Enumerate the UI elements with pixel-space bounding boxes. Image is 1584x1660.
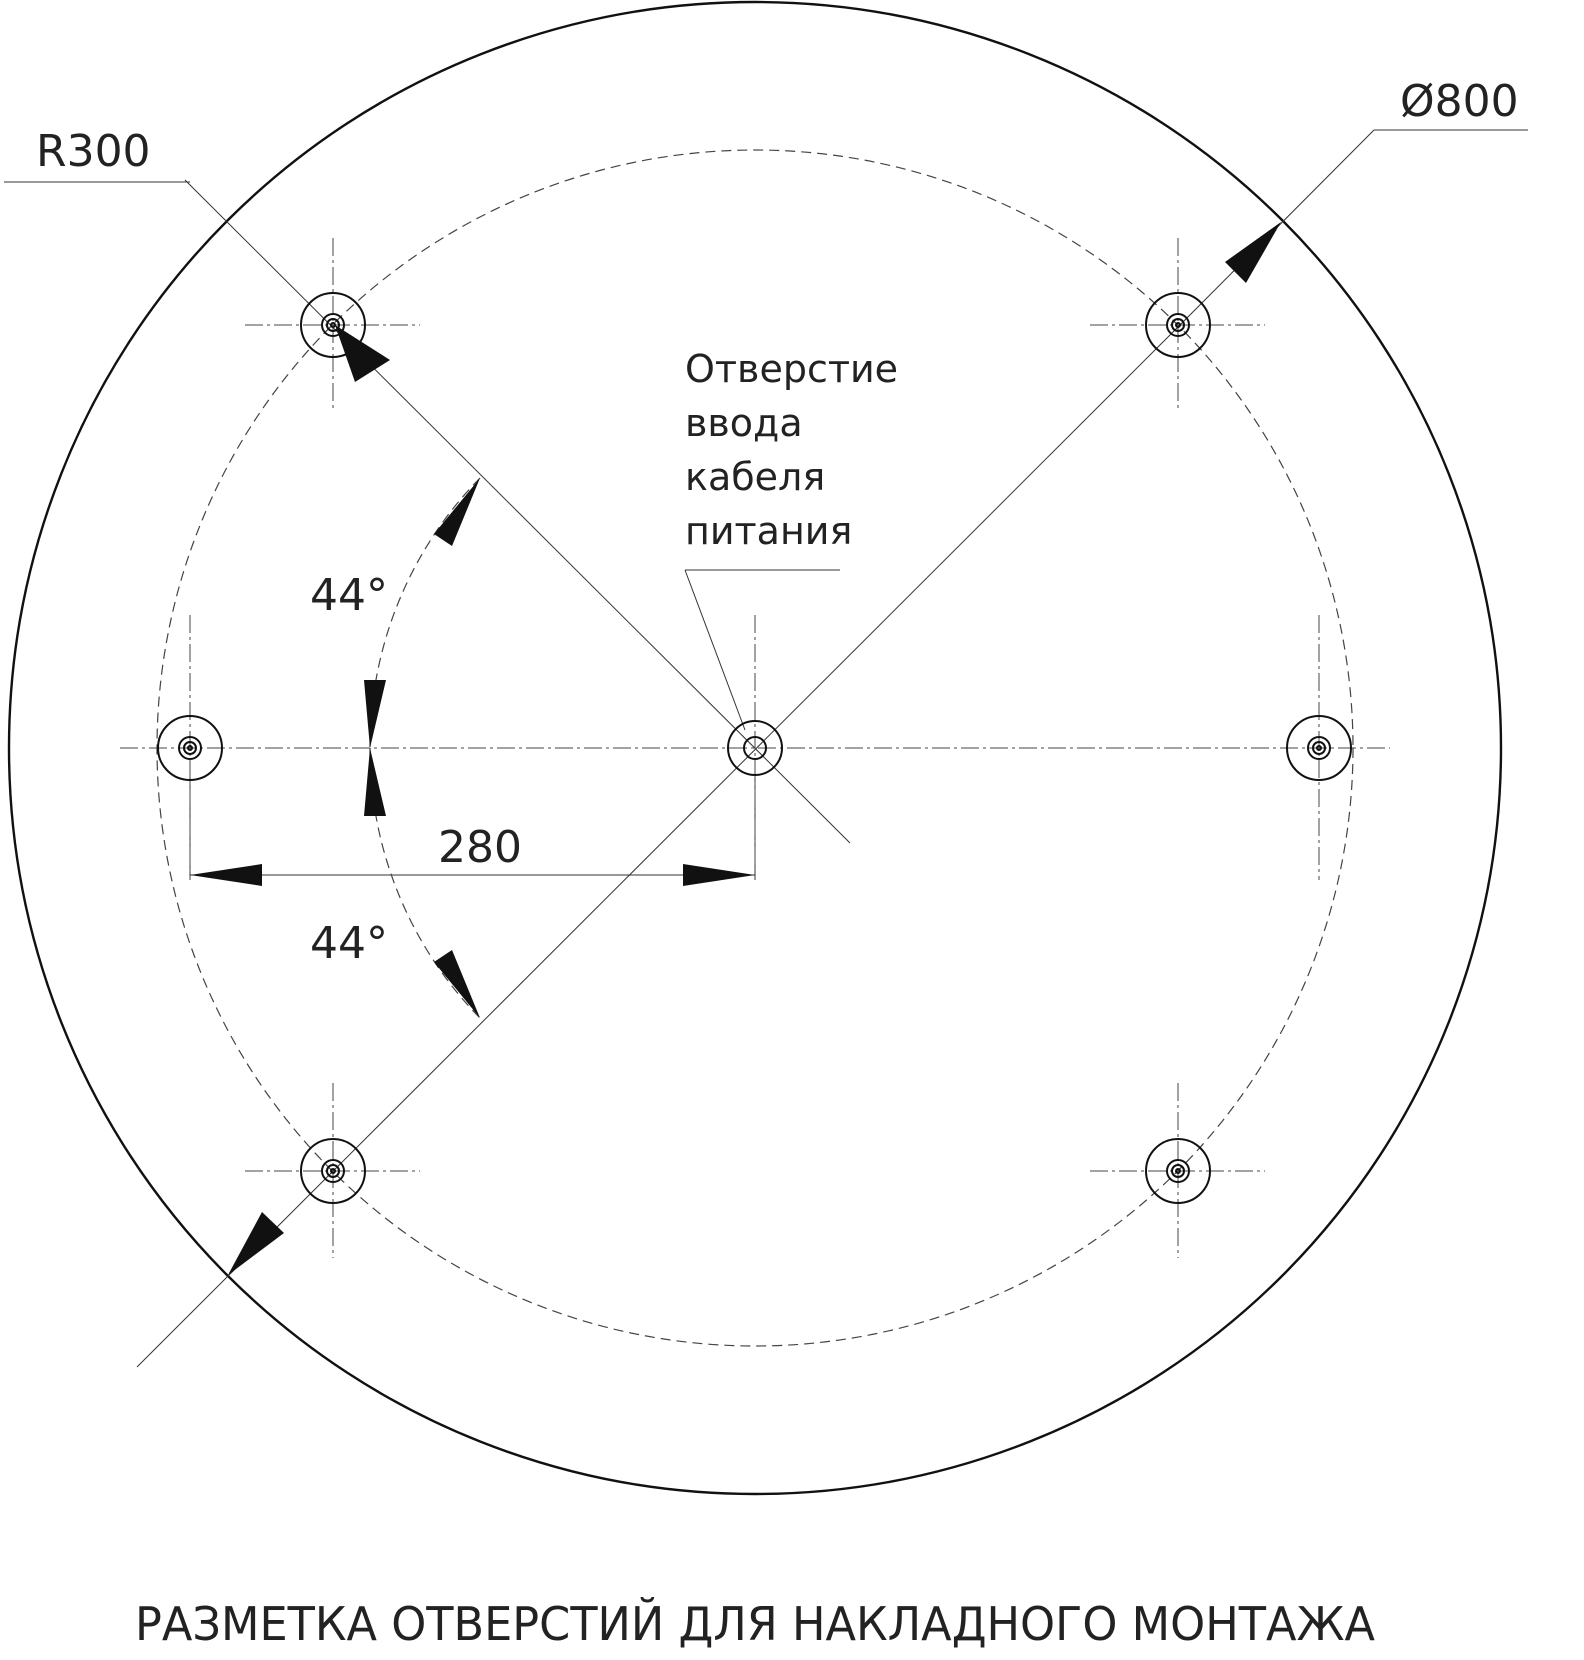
- angle-arrow-upper-mid: [364, 680, 386, 748]
- radial-line-lower-left: [137, 335, 1170, 1367]
- cable-leader-line: [685, 570, 745, 730]
- drawing-title: РАЗМЕТКА ОТВЕРСТИЙ ДЛЯ НАКЛАДНОГО МОНТАЖА: [135, 1597, 1376, 1651]
- svg-text:Отверстие: Отверстие: [685, 347, 899, 391]
- offset-label: 280: [438, 822, 522, 873]
- svg-text:кабеля: кабеля: [685, 455, 826, 499]
- angle-arrow-lower-end: [434, 950, 480, 1018]
- diameter-arrow-lower: [228, 1212, 284, 1275]
- angle-arrow-lower-mid: [364, 748, 386, 816]
- svg-text:ввода: ввода: [685, 401, 803, 445]
- mounting-hole-lower-right: [1090, 1083, 1265, 1258]
- angle-arc-lower: [370, 748, 480, 1018]
- radius-arrow: [335, 325, 390, 382]
- angle-lower-label: 44°: [310, 918, 388, 969]
- svg-text:питания: питания: [685, 509, 853, 553]
- diameter-arrow-upper: [1225, 222, 1281, 283]
- cable-entry-hole: [728, 615, 782, 870]
- diameter-label: Ø800: [1400, 76, 1519, 127]
- radius-label: R300: [36, 126, 151, 177]
- dim-280-arrow-right: [683, 864, 755, 886]
- cable-entry-label: [685, 347, 898, 553]
- angle-upper-label: 44°: [310, 570, 388, 621]
- mounting-hole-upper-left: [245, 238, 420, 412]
- angle-arrow-upper-end: [434, 478, 480, 546]
- dim-280-arrow-left: [190, 864, 262, 886]
